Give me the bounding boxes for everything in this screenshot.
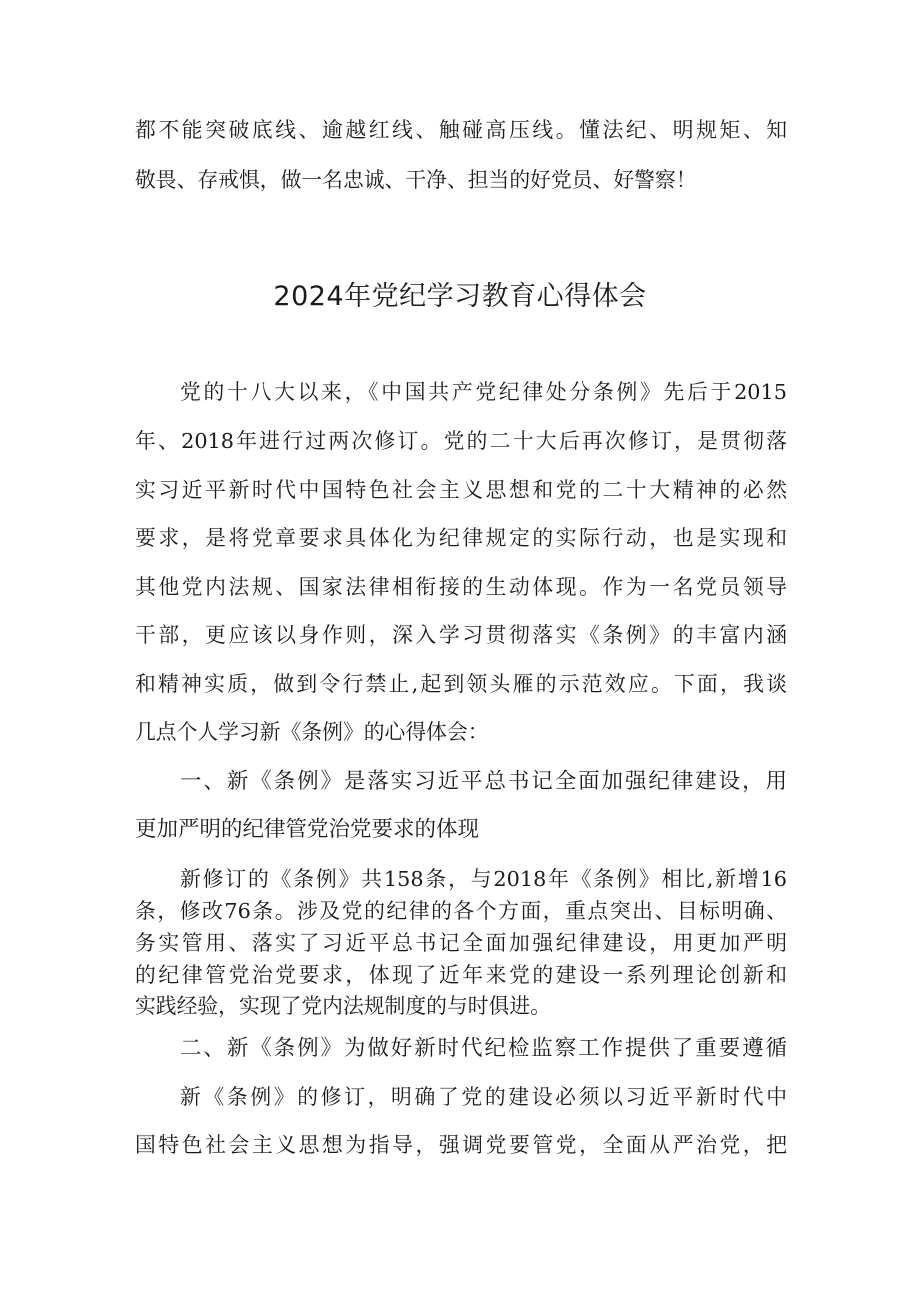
para3-line-1: 新《条例》的修订，明确了党的建设必须以习近平新时代中: [180, 1085, 787, 1109]
heading1-line-1: 一、新《条例》是落实习近平总书记全面加强纪律建设，用: [180, 769, 787, 794]
para1-line-1: 党的十八大以来，《中国共产党纪律处分条例》先后于2015: [180, 380, 787, 404]
para1-line-4: 要求，是将党章要求具体化为纪律规定的实际行动，也是实现和: [135, 526, 787, 550]
para2-line-3: 务实管用、落实了习近平总书记全面加强纪律建设，用更加严明: [135, 931, 787, 955]
para1-line-2: 年、2018年进行过两次修订。党的二十大后再次修订，是贯彻落: [135, 429, 787, 453]
para1-line-7: 和精神实质，做到令行禁止,起到领头雁的示范效应。下面，我谈: [135, 672, 787, 696]
para2-line-4: 的纪律管党治党要求，体现了近年来党的建设一系列理论创新和: [135, 963, 787, 987]
para1-line-5: 其他党内法规、国家法律相衔接的生动体现。作为一名党员领导: [135, 575, 787, 599]
para2-line-2: 条，修改76条。涉及党的纪律的各个方面，重点突出、目标明确、: [135, 899, 787, 923]
intro-line-2: 敬畏、存戒惧，做一名忠诚、干净、担当的好党员、好警察！: [135, 168, 697, 192]
intro-line-1: 都不能突破底线、逾越红线、触碰高压线。懂法纪、明规矩、知: [135, 118, 787, 142]
heading1-line-2: 更加严明的纪律管党治党要求的体现: [135, 817, 480, 842]
document-title: 2024年党纪学习教育心得体会: [273, 281, 647, 312]
para2-line-1: 新修订的《条例》共158条，与2018年《条例》相比,新增16: [180, 867, 787, 891]
para1-line-3: 实习近平新时代中国特色社会主义思想和党的二十大精神的必然: [135, 478, 787, 502]
heading2: 二、新《条例》为做好新时代纪检监察工作提供了重要遵循: [180, 1036, 787, 1061]
para3-line-2: 国特色社会主义思想为指导，强调党要管党，全面从严治党，把: [135, 1133, 787, 1157]
para1-line-6: 干部，更应该以身作则，深入学习贯彻落实《条例》的丰富内涵: [135, 623, 787, 647]
para1-line-8: 几点个人学习新《条例》的心得体会：: [135, 720, 489, 744]
para2-line-5: 实践经验，实现了党内法规制度的与时俱进。: [135, 994, 551, 1018]
